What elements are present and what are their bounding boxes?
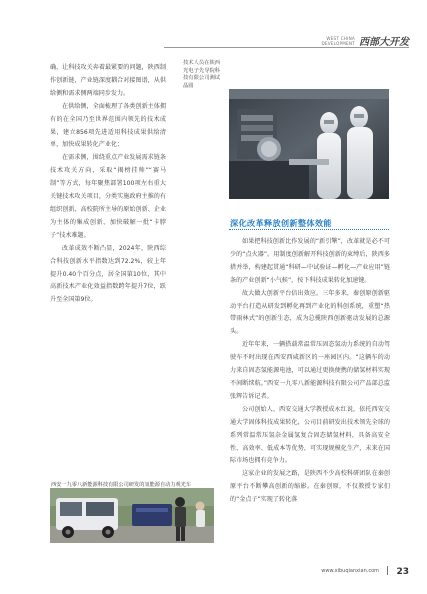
masthead-english: [321, 36, 355, 46]
left-paragraph-2: 在供给侧，全面梳理了各类创新主体拥有的在全国乃至世界范围内领先的技术成果，建立856项先进适用科技成果供给清单，加快成果转化产业化；: [50, 102, 166, 149]
bottom-photo-hydrogen-vehicle: [50, 488, 214, 543]
footer-url: www.xibuqianxian.com: [321, 568, 379, 574]
left-paragraph-4: 改革成效不断凸显，2024年，陕西综合科技创新水平指数达到72.2%，较上年提升0.40个百分点，居全国第10位，其中高新技术产业化效益指数跨年提升7位，跃升至全国第9位。: [50, 244, 166, 304]
masthead-divider: [164, 47, 409, 48]
right-paragraph-3: 近年年来，一辆搭载常温常压固态氢动力系统的自动驾驶车不时出现在西安西咸新区的一座园区内。“这辆车的动力来自固态氢能源电池，可以通过更换便携的储氢材料实现不间断续航。”西安一九零八新能源科技有限公司产品部总监张辉告诉记者。: [230, 341, 390, 400]
left-paragraph-3: 在需求侧，围绕重点产业发展需求链条技术攻关方向，采取“揭榜挂帅”“赛马制”等方式，每年聚焦部署100项左右重大关键技术攻关项目，分类实施政府主推的有组织创新、高校院所主导的原始创新、企业为主体的集成创新，加快破解一批“卡脖子”技术难题。: [50, 154, 166, 239]
right-paragraph-1: 如果把科技创新比作发展的“新引擎”，改革就是必不可少的“点火器”。用制度创新解开科技创新的束缚后，陕西多措并举，构建起贯通“科研—中试验证—孵化—产业应用”链条的产业创新“小气候”，按下科技成果转化加速键。: [230, 238, 390, 284]
right-article-column: [230, 236, 390, 507]
top-photo-lab-technicians: [229, 89, 389, 199]
masthead: [321, 33, 409, 48]
right-paragraph-5: 这家企业的发展之路，是陕西不少高校科研团队在秦创原平台不断攀高创新的缩影。在秦创原，不仅教授专家们的“金点子”实现了转化落: [230, 470, 390, 504]
masthead-en-line1: WEST CHINA: [326, 35, 355, 41]
footer-separator: [387, 566, 388, 575]
section-heading-rule: [229, 229, 389, 230]
left-article-column: [50, 62, 166, 307]
masthead-en-line2: DEVELOPMENT: [321, 40, 355, 46]
top-photo-caption: 技术人员在陕西光电子先导院科技有限公司测试晶圆: [183, 60, 221, 89]
page-number: 23: [396, 567, 409, 577]
section-heading: 深化改革释放创新整体效能: [230, 218, 332, 228]
right-paragraph-4: 公司创始人、西安交通大学教授成永红说，依托西安交通大学固体科技成果转化，公司目前研发出技术领先全球的系列常温常压氢杂金属氢复合固态储氢材料，具备高安全性、高效率、低成本等优势，可实现规模化生产，未来在国际市场也拥有竞争力。: [230, 405, 390, 465]
bottom-photo-caption: 西安一九零八新能源科技有限公司研发的氢能源自动力观光车: [51, 482, 192, 488]
right-paragraph-2: 故大做大创新平台倍出效应。三年多来，秦创原创新驱动平台打造从研发到孵化再到产业化的科创系统，重塑“热带雨林式”的创新生态，成为总揽陕西创新驱动发展的总源头。: [230, 289, 390, 336]
masthead-chinese-title: 西部大开发: [359, 37, 409, 48]
left-paragraph-1: 确，让科技攻关奔着最紧要的问题，陕西制作创新链，产业链深度耦合对接图谱，从供给侧和需求侧两端同步发力。: [50, 64, 166, 97]
